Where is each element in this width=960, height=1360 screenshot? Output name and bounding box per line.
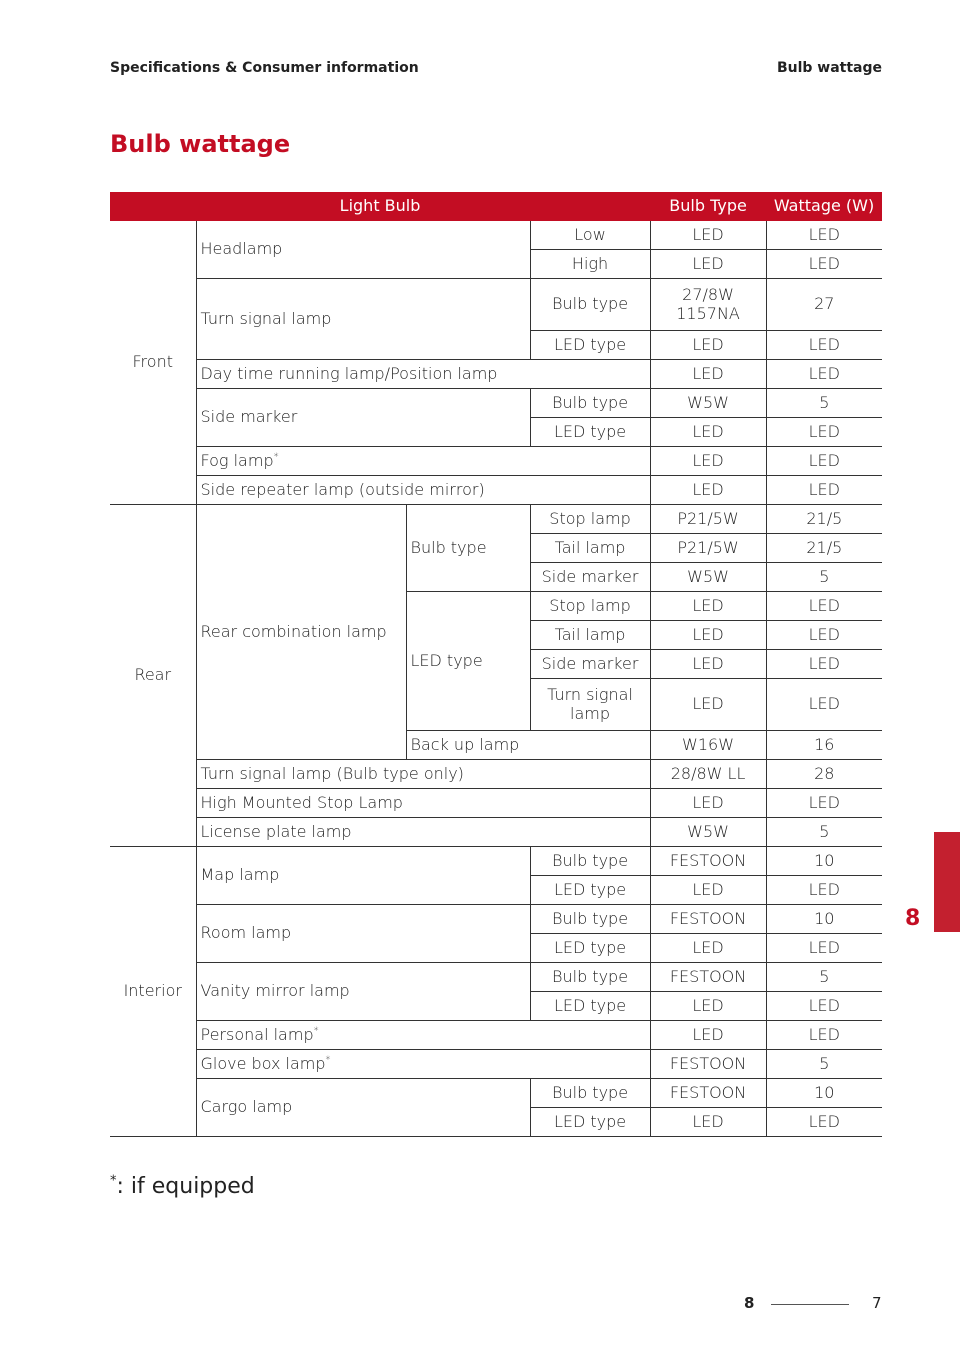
cell: Bulb type bbox=[530, 1079, 650, 1108]
cell: FESTOON bbox=[650, 963, 766, 992]
cell: LED type bbox=[530, 418, 650, 447]
cell: High bbox=[530, 250, 650, 279]
cell: LED bbox=[650, 992, 766, 1021]
table-row bbox=[110, 279, 882, 331]
cell: Stop lamp bbox=[530, 592, 650, 621]
asterisk: * bbox=[325, 1054, 331, 1066]
cell-line: 27/8W bbox=[682, 285, 734, 305]
cell: FESTOON bbox=[650, 905, 766, 934]
cell: P21/5W bbox=[650, 505, 766, 534]
cell: 5 bbox=[766, 818, 882, 847]
row-side-marker: Side marker bbox=[196, 389, 530, 447]
cell: LED bbox=[766, 592, 882, 621]
cell: Tail lamp bbox=[530, 534, 650, 563]
cell: Bulb type bbox=[530, 905, 650, 934]
cell: LED bbox=[650, 592, 766, 621]
cell: 5 bbox=[766, 563, 882, 592]
row-headlamp: Headlamp bbox=[196, 221, 530, 279]
table-row bbox=[110, 1050, 882, 1079]
table-header-row bbox=[110, 192, 882, 221]
page-chapter-number: 8 bbox=[744, 1294, 755, 1312]
table-row bbox=[110, 389, 882, 418]
cell: LED type bbox=[530, 992, 650, 1021]
cell: LED bbox=[650, 789, 766, 818]
row-personal-lamp bbox=[196, 1021, 650, 1050]
cell: W5W bbox=[650, 818, 766, 847]
cell: LED bbox=[650, 621, 766, 650]
cell: 28/8W LL bbox=[650, 760, 766, 789]
cell: Bulb type bbox=[530, 847, 650, 876]
cell: LED bbox=[766, 621, 882, 650]
cell: W16W bbox=[650, 731, 766, 760]
cell: LED bbox=[766, 250, 882, 279]
cell: LED bbox=[650, 447, 766, 476]
row-room-lamp: Room lamp bbox=[196, 905, 530, 963]
cell: 21/5 bbox=[766, 505, 882, 534]
cell: LED bbox=[650, 476, 766, 505]
cell bbox=[530, 679, 650, 731]
page-number: 7 bbox=[872, 1294, 882, 1312]
table-row bbox=[110, 760, 882, 789]
cell: Low bbox=[530, 221, 650, 250]
cell: W5W bbox=[650, 563, 766, 592]
row-rear-turn: Turn signal lamp (Bulb type only) bbox=[196, 760, 650, 789]
cell: LED bbox=[766, 934, 882, 963]
row-backup-lamp: Back up lamp bbox=[406, 731, 650, 760]
table-row bbox=[110, 963, 882, 992]
table-row bbox=[110, 847, 882, 876]
cell: 28 bbox=[766, 760, 882, 789]
row-license-plate: License plate lamp bbox=[196, 818, 650, 847]
cell: LED bbox=[650, 221, 766, 250]
table-row bbox=[110, 1079, 882, 1108]
group-interior: Interior bbox=[110, 847, 196, 1137]
cell: LED bbox=[766, 1108, 882, 1137]
cell: LED bbox=[766, 360, 882, 389]
table-row bbox=[110, 905, 882, 934]
table-row bbox=[110, 360, 882, 389]
cell: LED bbox=[766, 476, 882, 505]
cell: Side marker bbox=[530, 563, 650, 592]
cell: Bulb type bbox=[530, 389, 650, 418]
cell-line: Turn signal bbox=[547, 685, 633, 705]
cell: LED bbox=[766, 221, 882, 250]
group-front: Front bbox=[110, 221, 196, 505]
chapter-tab bbox=[934, 832, 960, 932]
col-light-bulb: Light Bulb bbox=[110, 192, 650, 221]
cell: LED bbox=[650, 360, 766, 389]
row-drl: Day time running lamp/Position lamp bbox=[196, 360, 650, 389]
cell: LED type bbox=[530, 1108, 650, 1137]
footnote-mark: * bbox=[110, 1173, 117, 1189]
row-cargo-lamp: Cargo lamp bbox=[196, 1079, 530, 1137]
row-rc-led-type: LED type bbox=[406, 592, 530, 731]
cell: 10 bbox=[766, 905, 882, 934]
col-wattage: Wattage (W) bbox=[766, 192, 882, 221]
cell: LED bbox=[766, 418, 882, 447]
cell: LED bbox=[650, 1108, 766, 1137]
table-row bbox=[110, 447, 882, 476]
row-vanity-mirror: Vanity mirror lamp bbox=[196, 963, 530, 1021]
table-row bbox=[110, 1021, 882, 1050]
cell: Stop lamp bbox=[530, 505, 650, 534]
cell-line: 1157NA bbox=[676, 303, 740, 323]
bulb-wattage-table bbox=[110, 192, 882, 1137]
footnote-text: : if equipped bbox=[116, 1174, 255, 1199]
cell: 16 bbox=[766, 731, 882, 760]
cell: 5 bbox=[766, 1050, 882, 1079]
cell: LED type bbox=[530, 876, 650, 905]
cell: Side marker bbox=[530, 650, 650, 679]
chapter-tab-number: 8 bbox=[905, 906, 921, 931]
footnote bbox=[110, 1174, 255, 1199]
cell-label: Glove box lamp bbox=[200, 1053, 326, 1073]
cell: FESTOON bbox=[650, 1079, 766, 1108]
cell: 27 bbox=[766, 279, 882, 331]
col-bulb-type: Bulb Type bbox=[650, 192, 766, 221]
cell: LED bbox=[650, 679, 766, 731]
cell: LED bbox=[650, 250, 766, 279]
table-row bbox=[110, 818, 882, 847]
cell: LED type bbox=[530, 934, 650, 963]
row-side-repeater: Side repeater lamp (outside mirror) bbox=[196, 476, 650, 505]
cell: LED bbox=[766, 789, 882, 818]
page-title: Bulb wattage bbox=[110, 130, 291, 158]
asterisk: * bbox=[273, 451, 279, 463]
running-header-section: Specifications & Consumer information bbox=[110, 60, 419, 76]
row-hmsl: High Mounted Stop Lamp bbox=[196, 789, 650, 818]
running-header-topic: Bulb wattage bbox=[776, 60, 882, 76]
group-rear: Rear bbox=[110, 505, 196, 847]
cell: 10 bbox=[766, 1079, 882, 1108]
cell: LED bbox=[650, 934, 766, 963]
table-row bbox=[110, 789, 882, 818]
row-rear-combination: Rear combination lamp bbox=[196, 505, 406, 760]
cell-label: Fog lamp bbox=[200, 450, 274, 470]
cell-label: Personal lamp bbox=[200, 1024, 314, 1044]
row-glove-box bbox=[196, 1050, 650, 1079]
cell: 5 bbox=[766, 389, 882, 418]
cell: LED bbox=[650, 1021, 766, 1050]
cell: LED bbox=[766, 876, 882, 905]
row-rc-bulb-type: Bulb type bbox=[406, 505, 530, 592]
cell: LED bbox=[766, 331, 882, 360]
cell: Bulb type bbox=[530, 279, 650, 331]
table-row bbox=[110, 505, 882, 534]
cell: LED bbox=[650, 418, 766, 447]
cell: 10 bbox=[766, 847, 882, 876]
row-fog-lamp bbox=[196, 447, 650, 476]
cell: FESTOON bbox=[650, 847, 766, 876]
cell: LED bbox=[766, 447, 882, 476]
cell: LED bbox=[766, 650, 882, 679]
cell: Bulb type bbox=[530, 963, 650, 992]
cell: LED bbox=[650, 650, 766, 679]
table-row bbox=[110, 221, 882, 250]
cell: LED bbox=[650, 331, 766, 360]
cell: LED bbox=[650, 876, 766, 905]
row-turn-signal: Turn signal lamp bbox=[196, 279, 530, 360]
cell bbox=[650, 279, 766, 331]
cell: LED type bbox=[530, 331, 650, 360]
cell: LED bbox=[766, 1021, 882, 1050]
row-map-lamp: Map lamp bbox=[196, 847, 530, 905]
cell: LED bbox=[766, 679, 882, 731]
page-number-divider bbox=[771, 1304, 849, 1305]
cell: P21/5W bbox=[650, 534, 766, 563]
cell: FESTOON bbox=[650, 1050, 766, 1079]
cell-line: lamp bbox=[570, 703, 611, 723]
cell: W5W bbox=[650, 389, 766, 418]
asterisk: * bbox=[313, 1025, 319, 1037]
cell: LED bbox=[766, 992, 882, 1021]
cell: 21/5 bbox=[766, 534, 882, 563]
table-row bbox=[110, 476, 882, 505]
cell: Tail lamp bbox=[530, 621, 650, 650]
cell: 5 bbox=[766, 963, 882, 992]
